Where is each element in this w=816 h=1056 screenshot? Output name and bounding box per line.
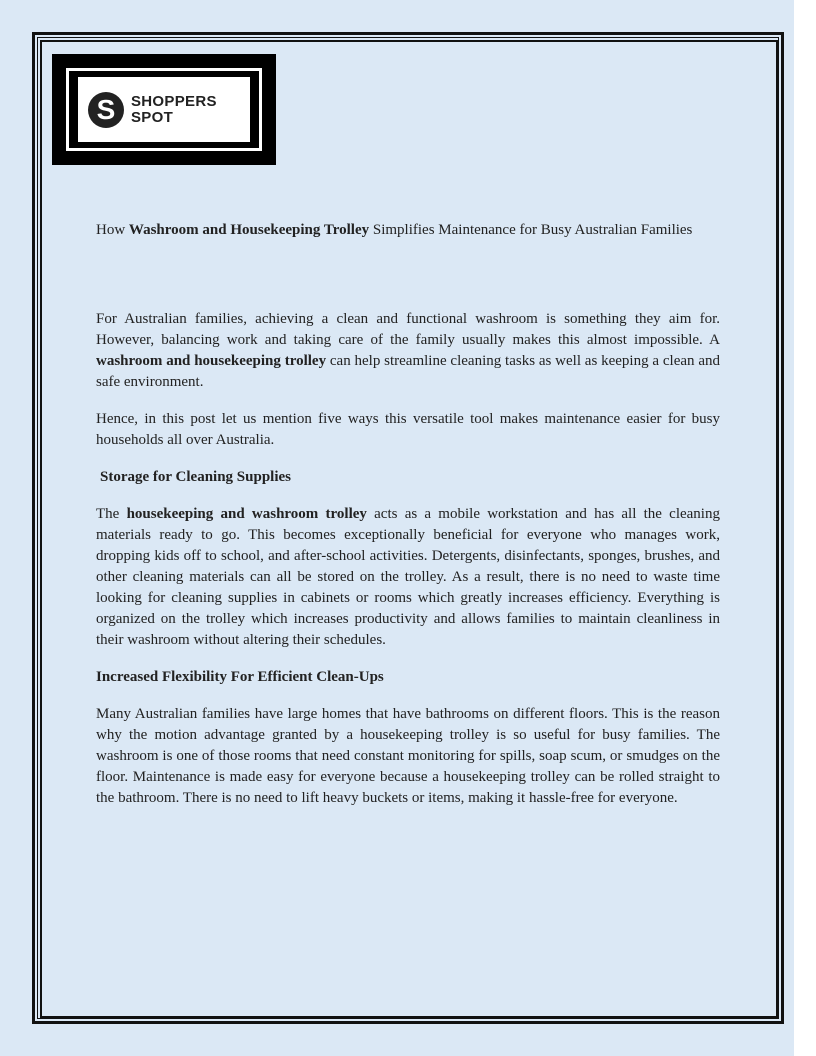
intro-paragraph — [96, 309, 720, 393]
intro-pre: For Australian families, achieving a clean and functional washroom is something they aim for. However, balancing work and taking care of the family usually makes this almost impossible. A — [96, 311, 720, 348]
title-post: Simplifies Maintenance for Busy Australian Families — [369, 222, 693, 238]
logo-line-1: SHOPPERS — [131, 92, 217, 110]
section-heading-storage: Storage for Cleaning Supplies — [100, 469, 291, 485]
article-body — [96, 220, 720, 825]
title-bold: Washroom and Housekeeping Trolley — [128, 222, 370, 238]
intro-bold: washroom and housekeeping trolley — [96, 353, 327, 369]
title-pre: How — [96, 222, 129, 238]
storage-pre: The — [96, 506, 127, 522]
article-title — [96, 220, 720, 241]
logo-s-icon: S — [88, 92, 124, 128]
storage-post: acts as a mobile workstation and has all the cleaning materials ready to go. This becomes exceptionally beneficial for everyone who manages work, dropping kids off to school, and after-school activities. Detergents, disinfectants, sponges, brushes, and other cleaning materials can all be stored on the trolley. As a result, there is no need to waste time looking for cleaning supplies in cabinets or rooms which greatly increases efficiency. Everything is organized on the trolley which increases productivity and allows families to maintain cleanliness in their washroom without altering their schedules. — [96, 506, 720, 648]
intro-paragraph-2: Hence, in this post let us mention five ways this versatile tool makes maintenance easier for busy households all over Australia. — [96, 411, 720, 448]
logo-line-2: SPOT — [131, 108, 174, 126]
logo-wordmark — [131, 94, 217, 126]
section-storage-paragraph — [96, 504, 720, 651]
storage-bold: housekeeping and washroom trolley — [126, 506, 367, 522]
section-flexibility-paragraph: Many Australian families have large homes that have bathrooms on different floors. This is the reason why the motion advantage granted by a housekeeping trolley is so useful for busy families. The washroom is one of those rooms that need constant monitoring for spills, soap scum, or smudges on the floor. Maintenance is made easy for everyone because a housekeeping trolley can be rolled straight to the bathroom. There is no need to lift heavy buckets or items, making it hassle-free for everyone. — [96, 706, 720, 806]
logo-frame — [66, 68, 262, 151]
section-heading-flexibility: Increased Flexibility For Efficient Clean-Ups — [96, 669, 384, 685]
logo-inner — [78, 77, 250, 142]
intro-post: can help streamline cleaning tasks as well as keeping a clean and safe environment. — [96, 353, 720, 390]
shoppers-spot-logo — [52, 54, 276, 165]
